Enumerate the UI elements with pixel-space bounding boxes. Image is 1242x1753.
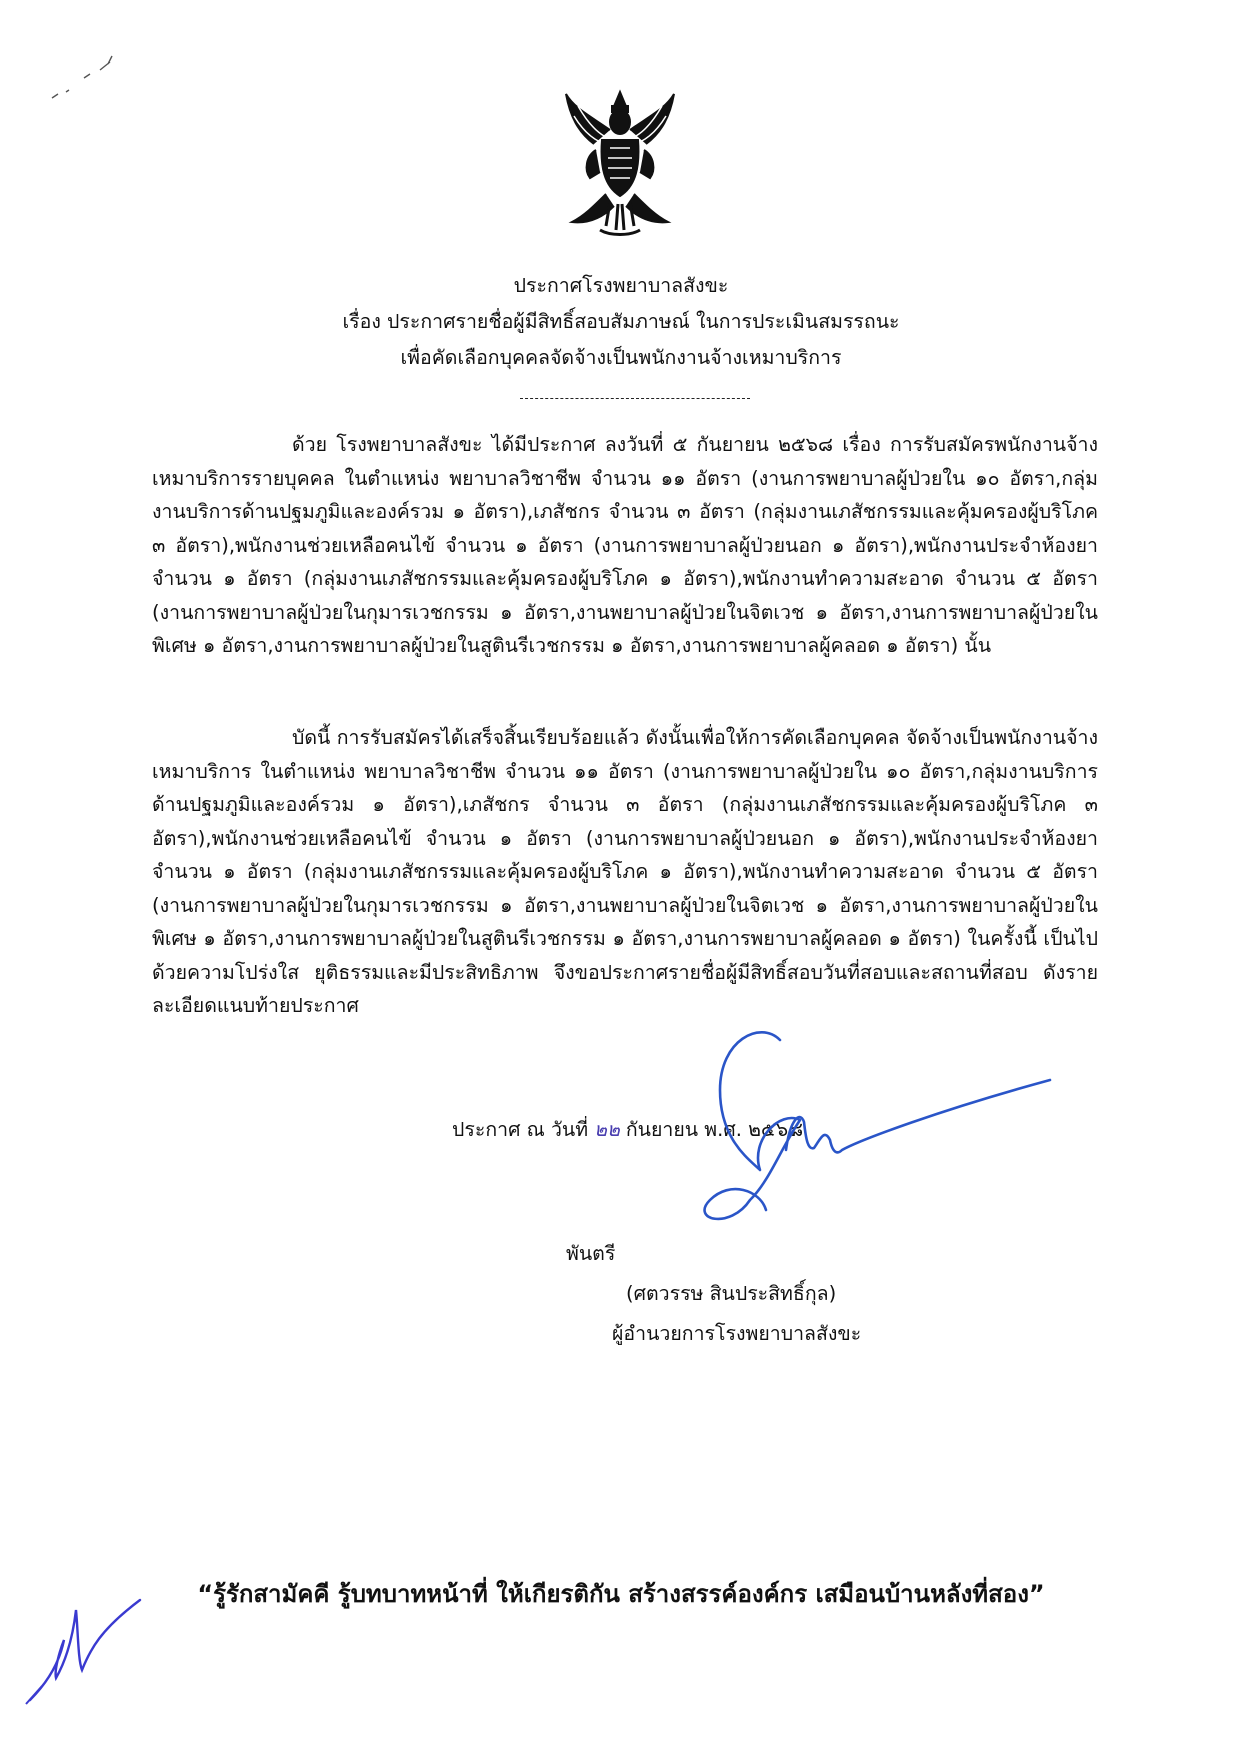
footer-motto: “รู้รักสามัคคี รู้บทบาทหน้าที่ ให้เกียรติกัน สร้างสรรค์องค์กร เสมือนบ้านหลังที่สอง”	[197, 1580, 1045, 1608]
director-signature-icon	[690, 1000, 1060, 1250]
scan-marks	[44, 48, 124, 108]
header-divider	[520, 398, 750, 399]
announcement-subject: เรื่อง ประกาศรายชื่อผู้มีสิทธิ์สอบสัมภาษณ์ ในการประเมินสมรรถนะ	[342, 310, 900, 333]
announcement-purpose: เพื่อคัดเลือกบุคคลจัดจ้างเป็นพนักงานจ้างเหมาบริการ	[400, 346, 842, 369]
garuda-emblem-icon	[560, 86, 680, 242]
date-suffix: กันยายน พ.ศ. ๒๕๖๘	[625, 1118, 804, 1141]
paragraph-1-text: ด้วย โรงพยาบาลสังขะ ได้มีประกาศ ลงวันที่ ๕ กันยายน ๒๕๖๘ เรื่อง การรับสมัครพนักงานจ้างเหมาบริการรายบุคคล ในตำแหน่ง พยาบาลวิชาชีพ จำนวน ๑๑ อัตรา (งานการพยาบาลผู้ป่วยใน ๑๐ อัตรา,กลุ่มงานบริการด้านปฐมภูมิและองค์รวม ๑ อัตรา),เภสัชกร จำนวน ๓ อัตรา (กลุ่มงานเภสัชกรรมและคุ้มครองผู้บริโภค ๓ อัตรา),พนักงานช่วยเหลือคนไข้ จำนวน ๑ อัตรา (งานการพยาบาลผู้ป่วยนอก ๑ อัตรา),พนักงานประจำห้องยา จำนวน ๑ อัตรา (กลุ่มงานเภสัชกรรมและคุ้มครองผู้บริโภค ๑ อัตรา),พนักงานทำความสะอาด จำนวน ๕ อัตรา (งานการพยาบาลผู้ป่วยในกุมารเวชกรรม ๑ อัตรา,งานพยาบาลผู้ป่วยในจิตเวช ๑ อัตรา,งานการพยาบาลผู้ป่วยในพิเศษ ๑ อัตรา,งานการพยาบาลผู้ป่วยในสูตินรีเวชกรรม ๑ อัตรา,งานการพยาบาลผู้คลอด ๑ อัตรา) นั้น	[152, 433, 1098, 657]
paragraph-2-text: บัดนี้ การรับสมัครได้เสร็จสิ้นเรียบร้อยแล้ว ดังนั้นเพื่อให้การคัดเลือกบุคคล จัดจ้างเป็นพนักงานจ้างเหมาบริการ ในตำแหน่ง พยาบาลวิชาชีพ จำนวน ๑๑ อัตรา (งานการพยาบาลผู้ป่วยใน ๑๐ อัตรา,กลุ่มงานบริการด้านปฐมภูมิและองค์รวม ๑ อัตรา),เภสัชกร จำนวน ๓ อัตรา (กลุ่มงานเภสัชกรรมและคุ้มครองผู้บริโภค ๓ อัตรา),พนักงานช่วยเหลือคนไข้ จำนวน ๑ อัตรา (งานการพยาบาลผู้ป่วยนอก ๑ อัตรา),พนักงานประจำห้องยา จำนวน ๑ อัตรา (กลุ่มงานเภสัชกรรมและคุ้มครองผู้บริโภค ๑ อัตรา),พนักงานทำความสะอาด จำนวน ๕ อัตรา (งานการพยาบาลผู้ป่วยในกุมารเวชกรรม ๑ อัตรา,งานพยาบาลผู้ป่วยในจิตเวช ๑ อัตรา,งานการพยาบาลผู้ป่วยในพิเศษ ๑ อัตรา,งานการพยาบาลผู้ป่วยในสูตินรีเวชกรรม ๑ อัตรา,งานการพยาบาลผู้คลอด ๑ อัตรา) ในครั้งนี้ เป็นไปด้วยความโปร่งใส ยุติธรรมและมีประสิทธิภาพ จึงขอประกาศรายชื่อผู้มีสิทธิ์สอบวันที่สอบและสถานที่สอบ ดังรายละเอียดแนบท้ายประกาศ	[152, 726, 1098, 1017]
body-paragraph-2	[152, 721, 1098, 1023]
signatory-rank: พันตรี	[566, 1242, 616, 1265]
date-prefix: ประกาศ ณ วันที่	[452, 1118, 589, 1141]
body-paragraph-1	[152, 428, 1098, 663]
signatory-name: (ศตวรรษ สินประสิทธิ์กุล)	[626, 1282, 837, 1305]
announcement-title: ประกาศโรงพยาบาลสังขะ	[513, 274, 729, 297]
signatory-position: ผู้อำนวยการโรงพยาบาลสังขะ	[612, 1322, 862, 1345]
date-day-handwritten: ๒๒	[594, 1118, 620, 1141]
